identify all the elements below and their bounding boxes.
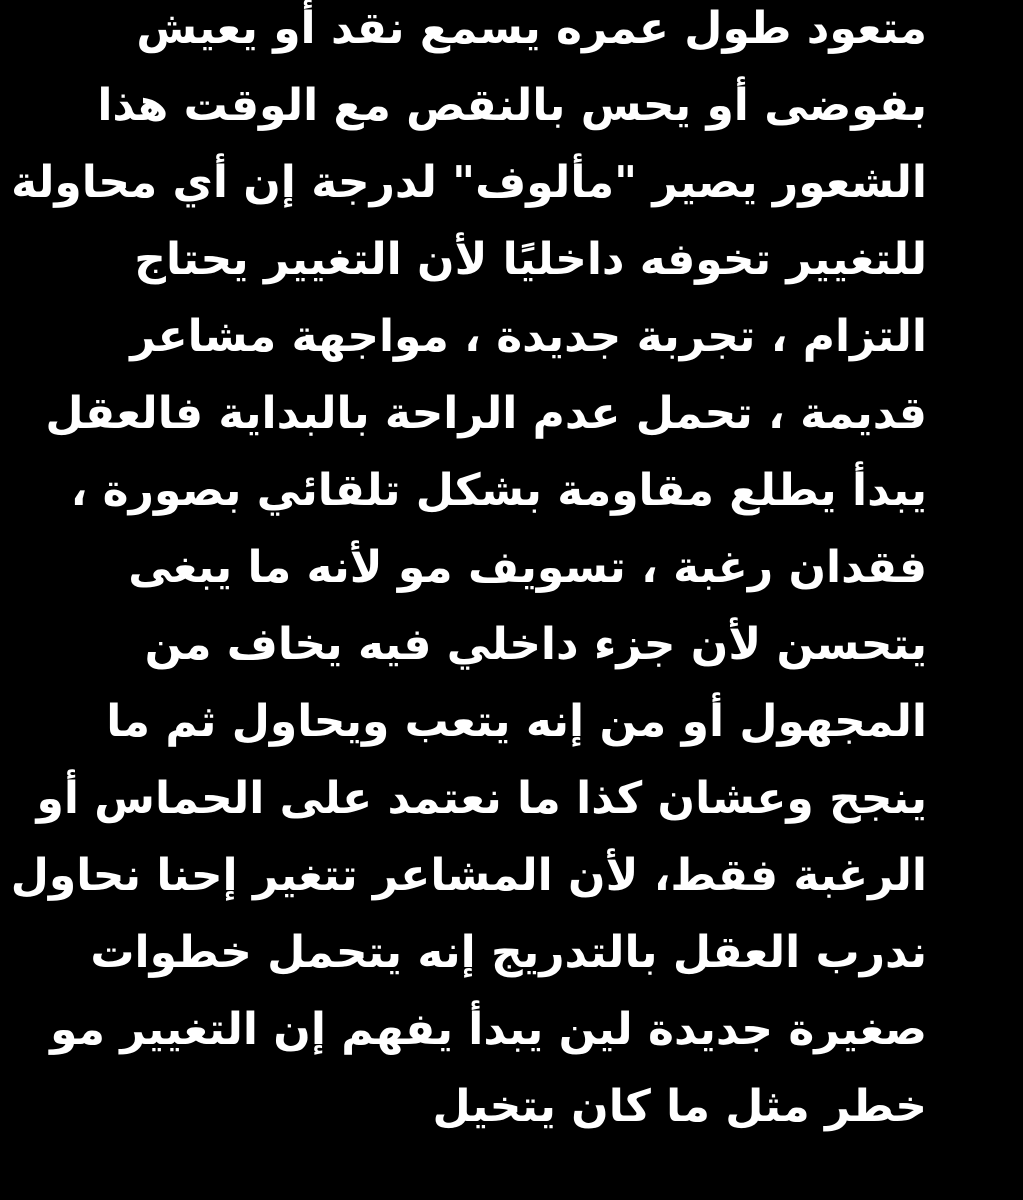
text-line-5: التزام ، تجربة جديدة ، مواجهة مشاعر [130, 311, 927, 362]
text-line-6: قديمة ، تحمل عدم الراحة بالبداية فالعقل [45, 388, 927, 439]
text-line-8: فقدان رغبة ، تسويف مو لأنه ما يبغى [128, 542, 927, 593]
text-line-12: الرغبة فقط، لأن المشاعر تتغير إحنا نحاول [10, 850, 927, 901]
text-line-14: صغيرة جديدة لين يبدأ يفهم إن التغيير مو [50, 1004, 927, 1055]
text-line-15: خطر مثل ما كان يتخيل [432, 1081, 927, 1132]
text-line-13: ندرب العقل بالتدريج إنه يتحمل خطوات [90, 927, 927, 978]
text-line-2: بفوضى أو يحس بالنقص مع الوقت هذا [97, 80, 927, 131]
text-line-3: الشعور يصير "مألوف" لدرجة إن أي محاولة [11, 157, 927, 208]
text-line-7: يبدأ يطلع مقاومة بشكل تلقائي بصورة ، [70, 465, 927, 516]
arabic-text-block [10, 0, 927, 1145]
text-line-10: المجهول أو من إنه يتعب ويحاول ثم ما [106, 696, 927, 747]
text-line-11: ينجح وعشان كذا ما نعتمد على الحماس أو [36, 773, 927, 824]
text-line-1: متعود طول عمره يسمع نقد أو يعيش [136, 3, 927, 54]
text-line-9: يتحسن لأن جزء داخلي فيه يخاف من [144, 619, 927, 670]
text-line-4: للتغيير تخوفه داخليًا لأن التغيير يحتاج [134, 234, 927, 285]
